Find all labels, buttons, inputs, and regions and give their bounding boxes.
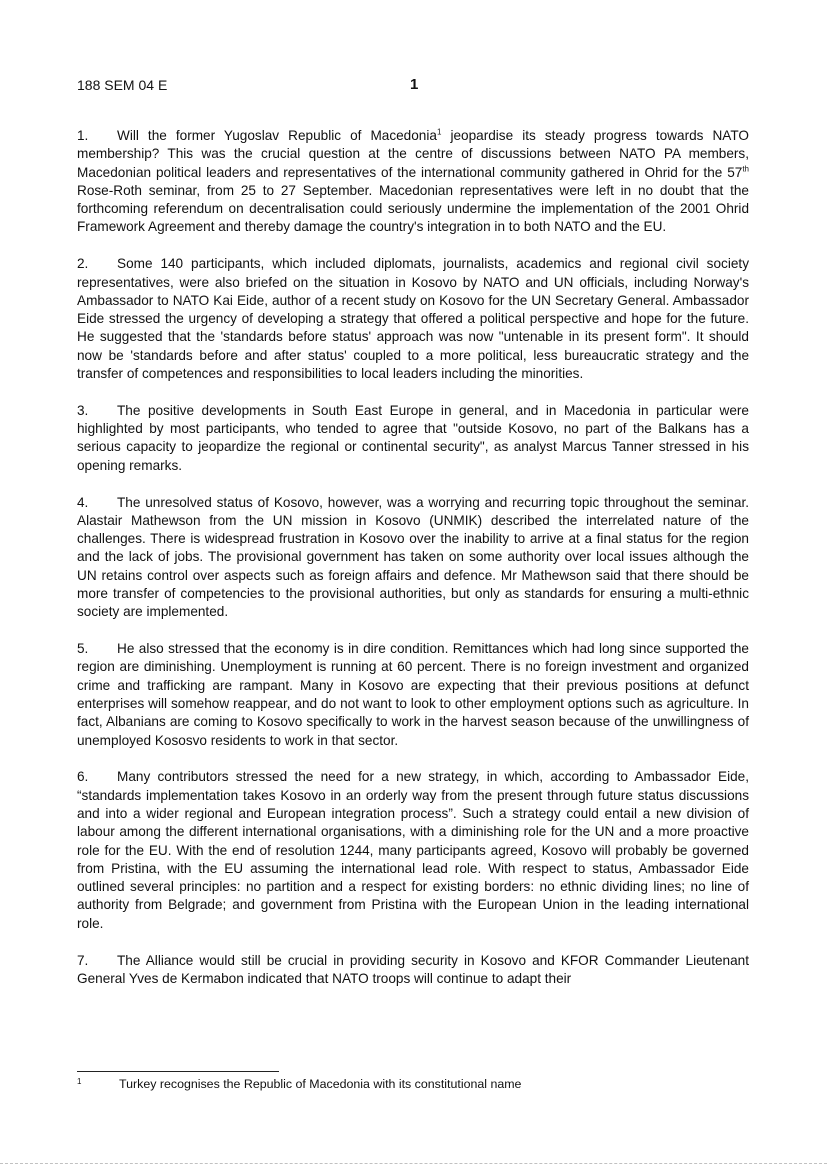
paragraph-7 — [77, 952, 749, 989]
paragraph-number: 7. — [77, 952, 89, 968]
paragraph-text: jeopardise its steady progress towards NATO membership? This was the crucial question at the centre of discussions between NATO PA members, Macedonian political leaders and representatives of the international community gathered in Ohrid for the 57 — [77, 128, 749, 180]
paragraph-2 — [77, 255, 749, 383]
paragraph-number: 1. — [77, 128, 89, 143]
paragraph-text: The Alliance would still be crucial in providing security in Kosovo and KFOR Commander Lieutenant General Yves de Kermabon indicated that NATO troops will continue to adapt their — [77, 952, 749, 986]
paragraph-number: 4. — [77, 494, 89, 510]
document-code: 188 SEM 04 E — [77, 77, 168, 93]
paragraph-6 — [77, 768, 749, 933]
paragraph-text: He also stressed that the economy is in dire condition. Remittances which had long since supported the region are diminishing. Unemployment is running at 60 percent. There is no foreign investment and organized crime and trafficking are rampant. Many in Kosovo are expecting that their previous positions at defunct enterprises will somehow reappear, and do not want to look to other employment options such as agriculture. In fact, Albanians are coming to Kosovo specifically to work in the harvest season because of the unwillingness of unemployed Kososvo residents to work in that sector. — [77, 641, 749, 748]
footnote-text: Turkey recognises the Republic of Macedonia with its constitutional name — [119, 1077, 522, 1091]
footnote — [77, 1077, 521, 1091]
paragraph-4 — [77, 494, 749, 622]
paragraph-3 — [77, 402, 749, 475]
paragraph-text: Rose-Roth seminar, from 25 to 27 September. Macedonian representatives were left in no doubt that the forthcoming referendum on decentralisation could seriously undermine the implementation of the 2001 Ohrid Framework Agreement and thereby damage the country's integration in to both NATO and the EU. — [77, 182, 749, 235]
paragraph-number: 5. — [77, 641, 89, 657]
ordinal-suffix: th — [742, 164, 749, 174]
paragraph-text: The unresolved status of Kosovo, however, was a worrying and recurring topic throughout the seminar. Alastair Mathewson from the UN mission in Kosovo (UNMIK) described the interrelated nature of the challenges. There is widespread frustration in Kosovo over the inability to arrive at a final status for the region and the lack of jobs. The provisional government has taken on some authority over local issues although the UN retains control over aspects such as foreign affairs and defence. Mr Mathewson said that there should be more transfer of competencies to the provisional authorities, but only as standards for ensuring a multi-ethnic society are implemented. — [77, 494, 749, 620]
scan-edge-artifact — [0, 1163, 827, 1166]
paragraph-text: Will the former Yugoslav Republic of Macedonia — [117, 128, 437, 143]
page-number: 1 — [410, 76, 419, 93]
footnote-mark: 1 — [77, 1077, 82, 1086]
paragraph-1 — [77, 127, 749, 237]
document-body — [77, 127, 749, 1007]
footnote-divider — [77, 1071, 279, 1072]
paragraph-number: 6. — [77, 769, 89, 785]
paragraph-number: 2. — [77, 256, 89, 272]
paragraph-text: Some 140 participants, which included diplomats, journalists, academics and regional civil society representatives, were also briefed on the situation in Kosovo by NATO and UN officials, including Norway's Ambassador to NATO Kai Eide, author of a recent study on Kosovo for the UN Secretary General. Ambassador Eide stressed the urgency of developing a strategy that offered a political perspective and hope for the future. He suggested that the 'standards before status' approach was now "untenable in its present form". It should now be 'standards before and after status' coupled to a more political, less bureaucratic strategy and the transfer of competences and responsibilities to local leaders including the minorities. — [77, 256, 749, 382]
paragraph-text: Many contributors stressed the need for a new strategy, in which, according to Ambassador Eide, “standards implementation takes Kosovo in an orderly way from the present through future status discussions and into a wider regional and European integration process”. Such a strategy could entail a new division of labour among the different international organisations, with a diminishing role for the UN and a more proactive role for the EU. With the end of resolution 1244, many participants agreed, Kosovo will probably be governed from Pristina, with the EU assuming the international lead role. With respect to status, Ambassador Eide outlined several principles: no partition and a respect for existing borders: no ethnic dividing lines; no line of authority from Belgrade; and government from Pristina with the European Union in the leading international role. — [77, 769, 749, 931]
paragraph-number: 3. — [77, 402, 89, 418]
paragraph-5 — [77, 640, 749, 750]
paragraph-text: The positive developments in South East Europe in general, and in Macedonia in particular were highlighted by most participants, who tended to agree that "outside Kosovo, no part of the Balkans has a serious capacity to jeopardize the regional or continental security", as analyst Marcus Tanner stressed in his opening remarks. — [77, 402, 749, 473]
footnote-reference: 1 — [436, 127, 442, 137]
